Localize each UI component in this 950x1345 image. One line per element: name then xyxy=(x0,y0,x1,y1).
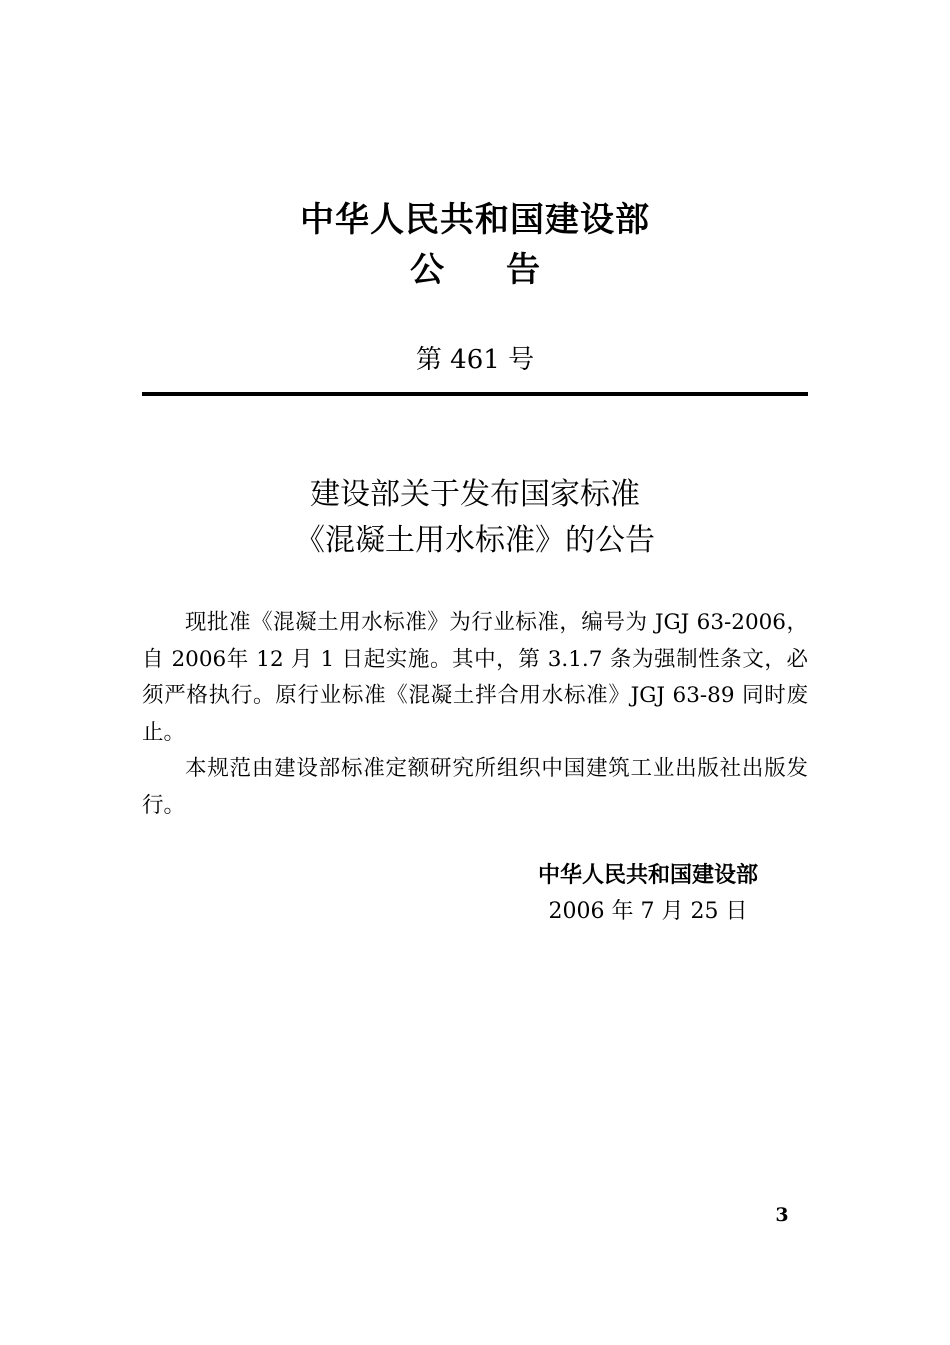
notice-heading xyxy=(0,246,950,294)
signature-agency: 中华人民共和国建设部 xyxy=(537,863,758,888)
signature-date: 2006 年 7 月 25 日 xyxy=(548,899,748,924)
notice-body xyxy=(142,605,808,824)
notice-number: 第 461 号 xyxy=(415,345,535,375)
issuing-agency-title: 中华人民共和国建设部 xyxy=(300,200,650,240)
signature-block xyxy=(470,858,826,930)
subject-line-1: 建设部关于发布国家标准 xyxy=(310,477,640,512)
header-divider xyxy=(142,392,808,396)
notice-char-2: 告 xyxy=(506,250,540,290)
page-number: 3 xyxy=(775,1204,789,1226)
subject-line-2: 《混凝土用水标准》的公告 xyxy=(295,523,655,558)
body-paragraph-1: 现批准《混凝土用水标准》为行业标准，编号为 JGJ 63-2006，自 2006年 12 月 1 日起实施。其中，第 3.1.7 条为强制性条文，必须严格执行。原行业标准《混凝土拌合用水标准》JGJ 63-89 同时废止。 xyxy=(142,610,808,745)
notice-char-1: 公 xyxy=(410,250,444,290)
notice-subject xyxy=(0,472,950,564)
body-paragraph-2: 本规范由建设部标准定额研究所组织中国建筑工业出版社出版发行。 xyxy=(142,756,808,818)
